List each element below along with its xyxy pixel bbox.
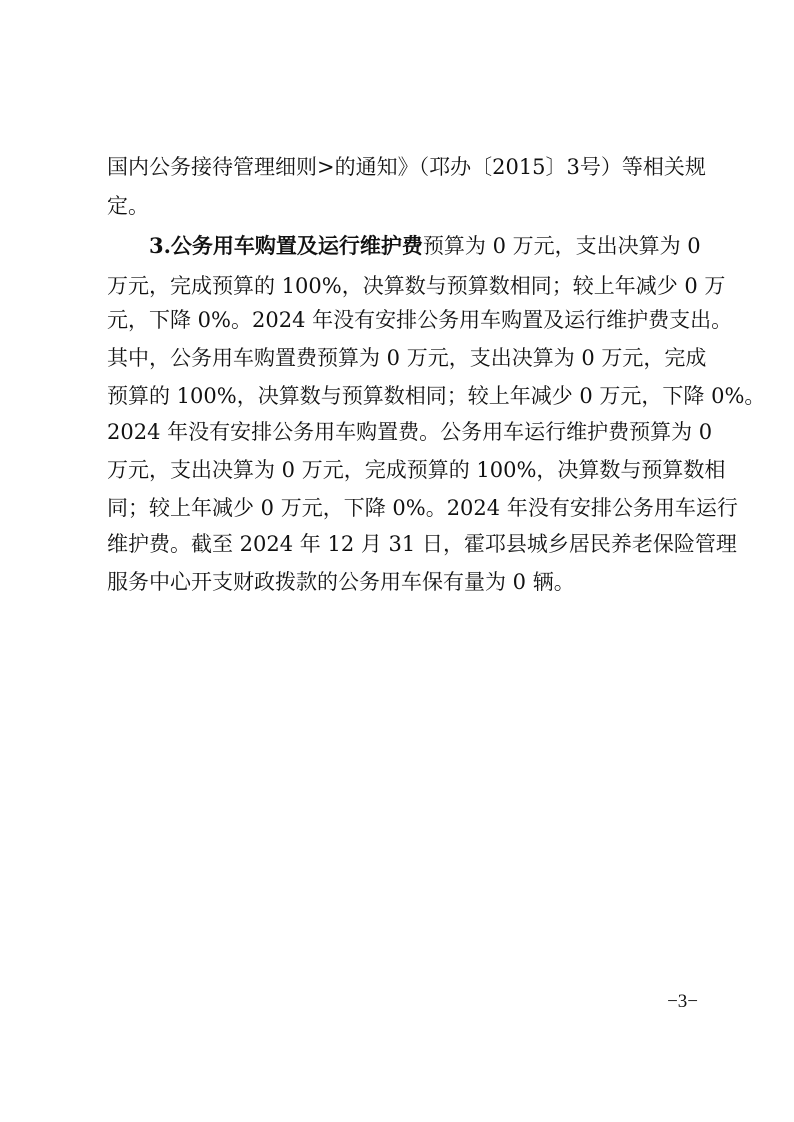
paragraph-2-line-1-text: 预算为 0 万元，支出决算为 0 (422, 234, 701, 258)
paragraph-1-line-2: 定。 (107, 194, 149, 218)
paragraph-2-line-1 (149, 228, 701, 264)
page-number: −3− (667, 991, 698, 1012)
paragraph-1-line-1: 国内公务接待管理细则>的通知》（邛办〔2015〕3号）等相关规 (107, 155, 706, 179)
paragraph-2-line-6: 2024 年没有安排公务用车购置费。公务用车运行维护费预算为 0 (107, 420, 713, 444)
paragraph-2-line-5: 预算的 100%，决算数与预算数相同；较上年减少 0 万元，下降 0%。 (107, 384, 766, 408)
paragraph-2-line-10: 服务中心开支财政拨款的公务用车保有量为 0 辆。 (107, 570, 575, 594)
paragraph-2-line-9: 维护费。截至 2024 年 12 月 31 日，霍邛县城乡居民养老保险管理 (107, 532, 737, 556)
section-heading: 3.公务用车购置及运行维护费 (149, 233, 423, 258)
paragraph-2-line-2: 万元，完成预算的 100%，决算数与预算数相同；较上年减少 0 万 (107, 274, 726, 298)
paragraph-2-line-4: 其中，公务用车购置费预算为 0 万元，支出决算为 0 万元，完成 (107, 346, 707, 370)
paragraph-2-line-3: 元，下降 0%。2024 年没有安排公务用车购置及运行维护费支出。 (107, 308, 733, 332)
paragraph-2-line-7: 万元，支出决算为 0 万元，完成预算的 100%，决算数与预算数相 (107, 458, 726, 482)
paragraph-2-line-8: 同；较上年减少 0 万元，下降 0%。2024 年没有安排公务用车运行 (107, 496, 738, 520)
